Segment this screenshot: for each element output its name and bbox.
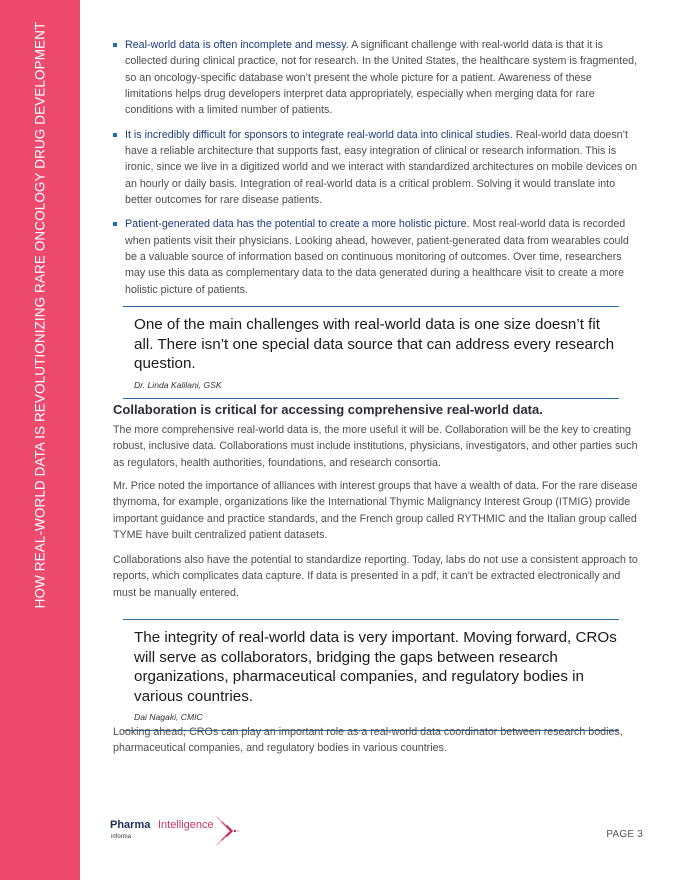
bullet-lead: Real-world data is often incomplete and messy. [125,39,349,51]
quote-text: The integrity of real-world data is very important. Moving forward, CROs will serve as collaborators, bridging the gaps between research organizations, pharmaceutical companies, and regulatory bodies in various countries. [134,629,617,705]
paragraph-block [113,422,641,471]
bullet-item [113,216,641,298]
paragraph: Collaborations also have the potential to standardize reporting. Today, labs do not use a consistent approach to reports, which complicates data capture. If data is presented in a pdf, it can’t be extracted electronically and must be manually entered. [113,554,638,599]
quote-author: Dr. Linda Kalilani, GSK [134,379,222,390]
bullet-body: Most real-world data is recorded when patients visit their physicians. Looking ahead, however, patient-generated data from wearables could be a valuable source of information based on continuous monitoring of outcomes. Over time, researchers may use this data as complementary data to the data generated during a healthcare visit to create a more holistic picture of patients. [125,218,629,296]
bullet-paragraph [125,216,641,298]
bullet-lead: Patient-generated data has the potential to create a more holistic picture. [125,218,470,231]
pull-quote [123,306,619,399]
paragraph-block [113,552,641,601]
sidebar-band [0,0,80,880]
bullet-paragraph [125,37,641,119]
bullet-lead: It is incredibly difficult for sponsors to integrate real-world data into clinical studies. [125,128,513,141]
logo-informa-text: informa [111,834,132,840]
paragraph-block [113,478,641,543]
logo-intelligence-text: Intelligence [158,819,214,831]
quote-text: One of the main challenges with real-world data is one size doesn’t fit all. There isn’t one special data source that can address every research question. [134,316,615,373]
paragraph: The more comprehensive real-world data is, the more useful it will be. Collaboration will be the key to creating robust, inclusive data. Collaborations must include institutions, physicians, investigators, and other parties such as regulators, health authorities, foundations, and research consortia. [113,424,638,469]
bullet-body: A significant challenge with real-world data is that it is collected during clinical practice, not for research. In the United States, the healthcare system is fragmented, so an oncology-specific database won’t present the whole picture for a patient. Awareness of these limitations helps drug developers interpret data appropriately, especially when merging data for rare conditions with a limited number of patients. [125,39,638,117]
pharma-intelligence-logo [110,814,250,854]
paragraph-block [113,724,641,757]
logo-chevron-icon [214,814,240,848]
page-number: PAGE 3 [606,829,643,840]
pull-quote [123,619,619,731]
bullet-item [113,127,641,209]
bullet-paragraph [125,127,641,209]
bullet-item [113,37,641,119]
bullet-list [113,37,641,306]
bullet-square-icon [113,133,117,137]
paragraph: Mr. Price noted the importance of alliances with interest groups that have a wealth of data. For the rare disease thymoma, for example, organizations like the International Thymic Malignancy Interest Group (ITMIG) provide important guidance and practice standards, and the French group called RYTHMIC and the Italian group called TYME have built centralized patient datasets. [113,480,638,542]
logo-pharma-text: Pharma [110,819,151,831]
closing-paragraph: Looking ahead, CROs can play an important role as a real-world data coordinator between research bodies, pharmaceutical companies, and regulatory bodies in various countries. [113,726,623,755]
bullet-body: Real-world data doesn’t have a reliable architecture that supports fast, easy integration of clinical or research information. This is ironic, since we live in a digitized world and we interact with standardized architectures on mobile devices on an hourly or daily basis. Integration of real-world data is a critical problem. Solving it would translate into better outcomes for rare disease patients. [125,128,638,207]
bullet-square-icon [113,43,117,47]
bullet-square-icon [113,222,117,226]
quote-author: Dai Nagaki, CMIC [134,712,203,723]
section-heading: Collaboration is critical for accessing comprehensive real-world data. [113,402,543,417]
sidebar-title: HOW REAL-WORLD DATA IS REVOLUTIONIZING RARE ONCOLOGY DRUG DEVELOPMENT [32,21,48,609]
